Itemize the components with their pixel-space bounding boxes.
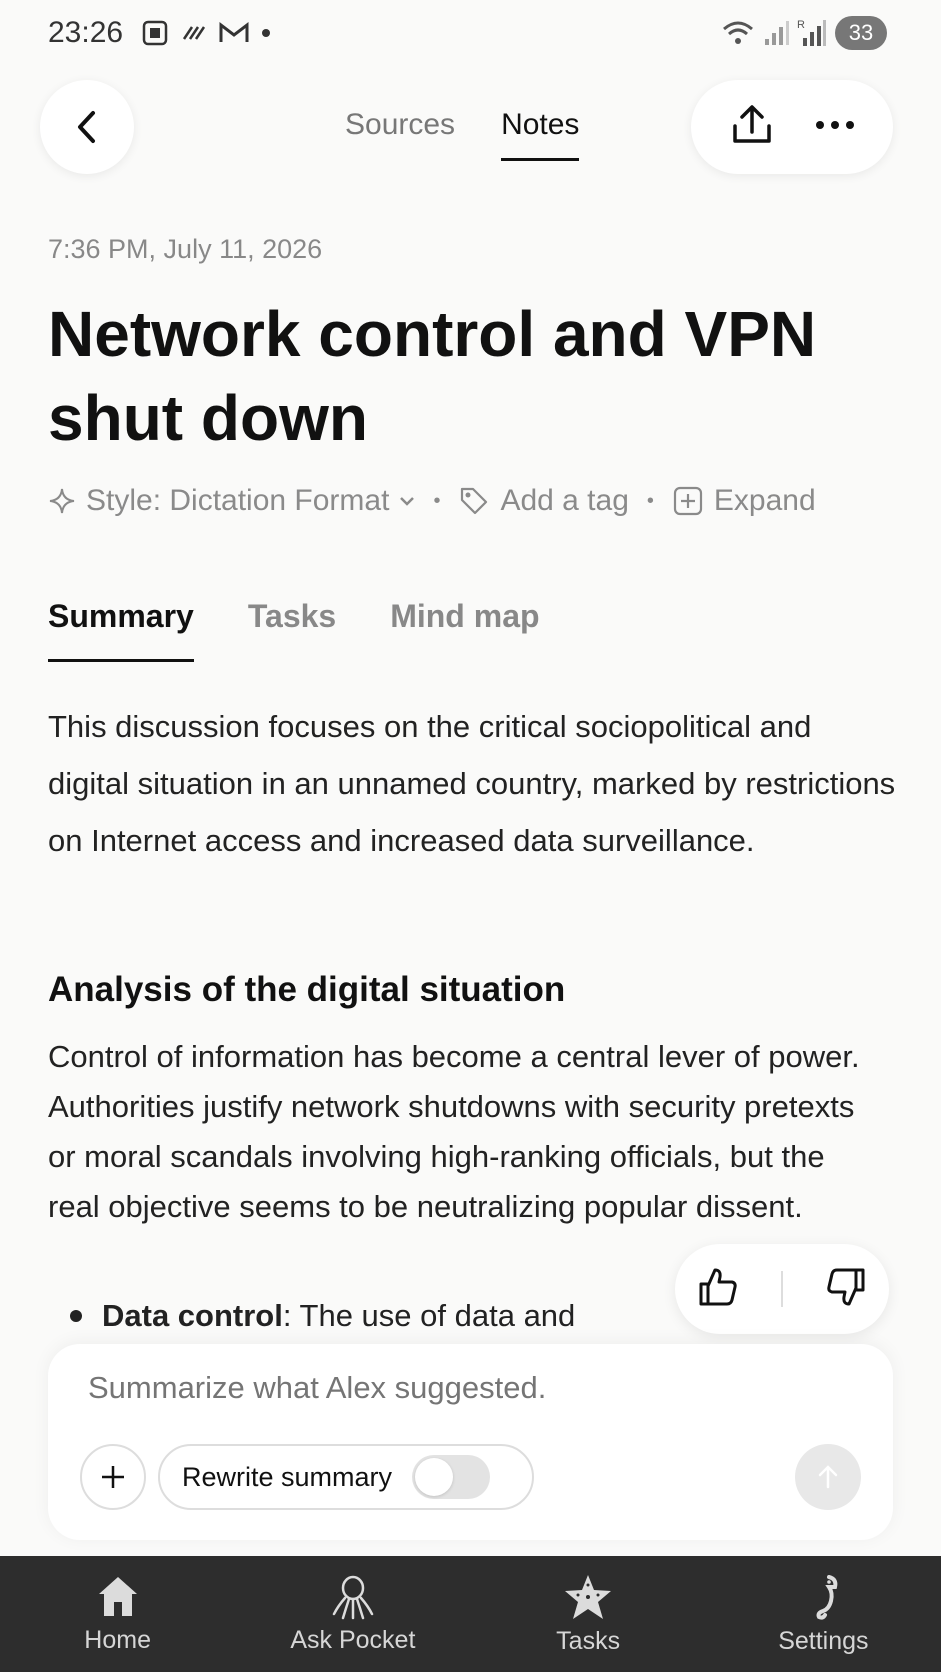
nav-tasks[interactable] — [488, 1573, 688, 1656]
tag-icon — [458, 485, 490, 517]
add-tag-button[interactable] — [458, 484, 628, 518]
back-button[interactable] — [40, 80, 134, 174]
expand-button[interactable] — [672, 484, 816, 518]
toggle-switch[interactable] — [412, 1455, 490, 1499]
wifi-icon — [721, 18, 755, 48]
nav-tasks-label: Tasks — [556, 1626, 621, 1655]
header-actions — [691, 80, 893, 174]
feedback-pill — [675, 1244, 889, 1334]
share-button[interactable] — [729, 102, 775, 153]
style-selector[interactable] — [48, 484, 415, 518]
expand-label: Expand — [713, 484, 816, 517]
nav-settings[interactable] — [723, 1573, 923, 1656]
note-timestamp: 7:36 PM, July 11, 2026 — [48, 234, 323, 264]
thumbs-up-button[interactable] — [696, 1265, 740, 1314]
header-tabs — [345, 108, 579, 161]
note-title: Network control and VPN shut down — [48, 298, 817, 454]
battery-icon — [835, 16, 887, 50]
gmail-icon — [218, 20, 250, 46]
tab-tasks[interactable]: Tasks — [247, 598, 337, 634]
starfish-icon — [563, 1573, 613, 1621]
content-tabs — [48, 598, 540, 662]
section-heading: Analysis of the digital situation — [48, 970, 566, 1009]
signal-roaming-icon — [797, 18, 827, 48]
plus-square-icon — [672, 485, 704, 517]
share-icon — [729, 102, 775, 148]
add-tag-label: Add a tag — [500, 484, 629, 517]
chevron-left-icon — [72, 109, 102, 145]
add-button[interactable] — [80, 1444, 146, 1510]
thumbs-down-button[interactable] — [824, 1265, 868, 1314]
tab-summary[interactable]: Summary — [48, 598, 194, 662]
battery-level: 33 — [848, 20, 874, 45]
summary-intro: This discussion focuses on the critical sociopolitical and digital situation in an unnamed country, marked by restrictions on Internet access and increased data surveillance. — [48, 709, 896, 858]
section-text: Control of information has become a central lever of power. Authorities justify network shutdowns with security pretexts or moral scandals involving high-ranking officials, but the real objective seems to be neutralizing popular dissent. — [48, 1039, 860, 1224]
thumbs-up-icon — [696, 1265, 740, 1309]
home-icon — [95, 1574, 141, 1620]
seahorse-icon — [803, 1573, 843, 1621]
data-icon — [180, 21, 208, 45]
composer — [48, 1344, 893, 1540]
tab-mind-map[interactable]: Mind map — [390, 598, 540, 634]
plus-icon — [99, 1463, 127, 1491]
svg-text:R: R — [797, 19, 805, 31]
dot-icon — [260, 27, 272, 39]
signal-icon — [763, 19, 789, 47]
rewrite-summary-toggle[interactable] — [158, 1444, 534, 1510]
prompt-input[interactable] — [88, 1370, 848, 1406]
status-time: 23:26 — [48, 16, 124, 49]
bottom-nav — [0, 1556, 941, 1672]
chevron-down-icon — [399, 495, 415, 507]
arrow-up-icon — [815, 1463, 841, 1491]
nav-home[interactable] — [18, 1574, 218, 1655]
thumbs-down-icon — [824, 1265, 868, 1309]
more-button[interactable] — [815, 118, 855, 136]
nav-ask-pocket[interactable] — [253, 1574, 453, 1655]
style-label: Style: Dictation Format — [86, 484, 390, 517]
bullet-dot — [70, 1310, 82, 1322]
send-button[interactable] — [795, 1444, 861, 1510]
status-bar — [0, 0, 941, 70]
bullet-label: Data control — [102, 1298, 283, 1333]
rewrite-summary-label: Rewrite summary — [182, 1461, 393, 1492]
tab-notes[interactable]: Notes — [501, 108, 579, 161]
octopus-icon — [330, 1574, 376, 1620]
more-icon — [815, 119, 855, 131]
note-meta-row: Style: Dictation Format • Add a tag • Expand — [48, 484, 816, 518]
bullet-text: : The use of data and — [282, 1298, 576, 1333]
tab-sources[interactable]: Sources — [345, 108, 456, 141]
nav-ask-pocket-label: Ask Pocket — [290, 1625, 416, 1654]
sparkle-icon — [48, 487, 76, 515]
screenshot-icon — [140, 18, 170, 48]
nav-home-label: Home — [84, 1625, 151, 1654]
nav-settings-label: Settings — [778, 1626, 869, 1655]
list-item — [70, 1298, 575, 1334]
